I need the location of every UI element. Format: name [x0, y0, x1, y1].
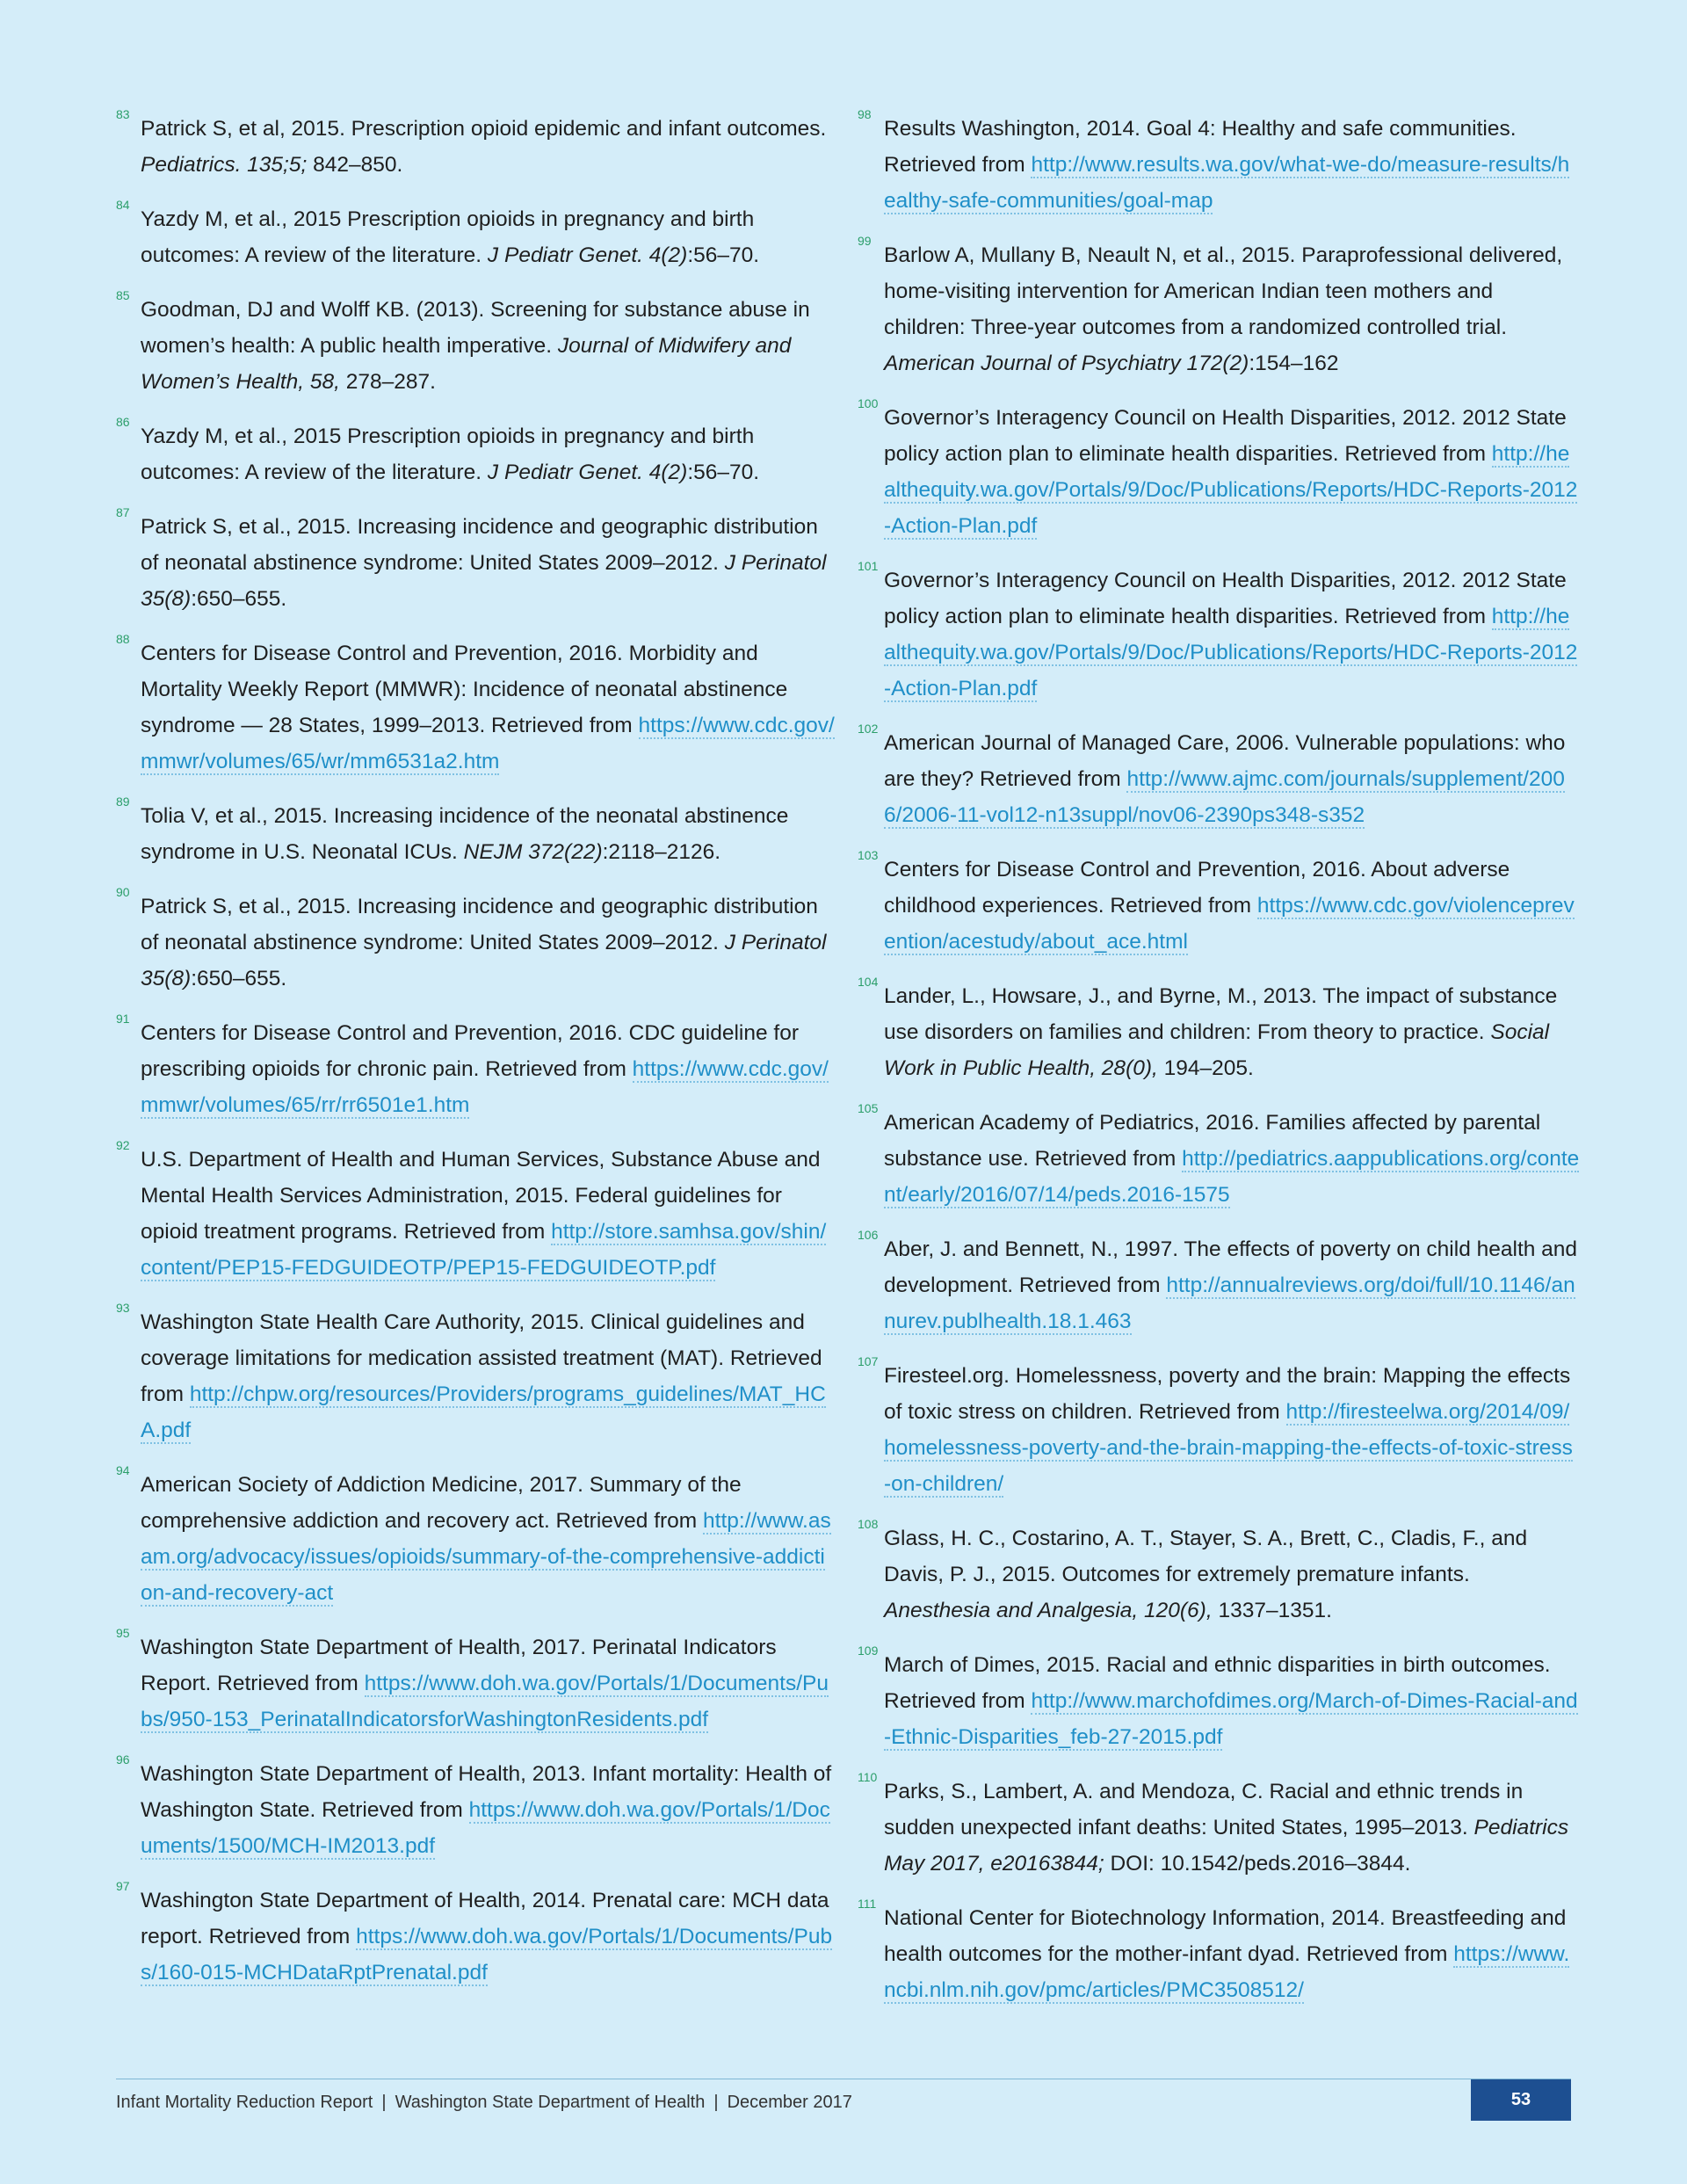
reference-text: Washington State Department of Health, 2017. Perinatal Indicators Report. Retrieved from: [141, 1636, 777, 1695]
footer-separator: |: [381, 2093, 387, 2112]
footer-separator: |: [713, 2093, 719, 2112]
reference-text: Governor’s Interagency Council on Health Disparities, 2012. 2012 State policy action plan to eliminate health disparities. Retrieved from: [884, 406, 1567, 466]
reference-text: :56–70.: [687, 243, 760, 267]
reference-number: 83: [116, 107, 130, 121]
reference-text: Washington State Health Care Authority, 2015. Clinical guidelines and coverage limitations for medication assisted treatment (MAT). Retrieved from: [141, 1310, 822, 1406]
reference-item: [858, 722, 1580, 833]
reference-number: 89: [116, 795, 130, 809]
footer-department: Washington State Department of Health: [395, 2093, 706, 2112]
reference-text: :2118–2126.: [602, 840, 721, 864]
reference-citation-italic: J Perinatol 35(8): [141, 931, 827, 990]
reference-item: [858, 1228, 1580, 1339]
reference-item: [116, 1012, 836, 1123]
reference-number: 84: [116, 198, 130, 212]
reference-item: [858, 848, 1580, 960]
reference-text: :650–655.: [191, 967, 287, 990]
reference-text: Patrick S, et al., 2015. Increasing incidence and geographic distribution of neonatal abstinence syndrome: United States 2009–2012.: [141, 895, 818, 954]
reference-text: Lander, L., Howsare, J., and Byrne, M., 2013. The impact of substance use disorders on families and children: From theory to practice.: [884, 984, 1558, 1044]
reference-link[interactable]: http://annualreviews.org/doi/full/10.1146/annurev.publhealth.18.1.463: [884, 1273, 1575, 1333]
reference-text: 194–205.: [1157, 1056, 1254, 1080]
reference-item: [858, 1354, 1580, 1502]
reference-link[interactable]: https://www.doh.wa.gov/Portals/1/Documents/Pubs/160-015-MCHDataRptPrenatal.pdf: [141, 1925, 833, 1984]
reference-citation-italic: Pediatrics May 2017, e20163844;: [884, 1816, 1569, 1876]
reference-citation-italic: J Perinatol 35(8): [141, 551, 827, 611]
reference-text: American Academy of Pediatrics, 2016. Families affected by parental substance use. Retrieved from: [884, 1111, 1541, 1171]
reference-item: [858, 1101, 1580, 1213]
reference-text: 842–850.: [307, 153, 403, 177]
reference-text: Yazdy M, et al., 2015 Prescription opioids in pregnancy and birth outcomes: A review of the literature.: [141, 424, 755, 484]
reference-item: [116, 1879, 836, 1991]
reference-number: 91: [116, 1012, 130, 1026]
reference-link[interactable]: https://www.doh.wa.gov/Portals/1/Documents/Pubs/950-153_PerinatalIndicatorsforWashingtonResidents.pdf: [141, 1672, 829, 1731]
reference-item: [116, 632, 836, 780]
reference-item: [116, 1626, 836, 1738]
reference-text: U.S. Department of Health and Human Services, Substance Abuse and Mental Health Services Administration, 2015. Federal guidelines for opioid treatment programs. Retrieved from: [141, 1148, 821, 1244]
reference-citation-italic: NEJM 372(22): [463, 840, 603, 864]
reference-item: [858, 1897, 1580, 2008]
reference-link[interactable]: http://www.ajmc.com/journals/supplement/2006/2006-11-vol12-n13suppl/nov06-2390ps348-s352: [884, 767, 1565, 827]
reference-text: Yazdy M, et al., 2015 Prescription opioids in pregnancy and birth outcomes: A review of the literature.: [141, 207, 755, 267]
reference-number: 98: [858, 107, 872, 121]
reference-link[interactable]: http://firesteelwa.org/2014/09/homelessness-poverty-and-the-brain-mapping-the-effects-of-toxic-stress-on-children/: [884, 1400, 1573, 1496]
reference-link[interactable]: https://www.ncbi.nlm.nih.gov/pmc/articles/PMC3508512/: [884, 1942, 1570, 2002]
reference-link[interactable]: https://www.cdc.gov/mmwr/volumes/65/wr/mm6531a2.htm: [141, 714, 835, 773]
reference-link[interactable]: http://healthequity.wa.gov/Portals/9/Doc/Publications/Reports/HDC-Reports-2012-Action-Plan.pdf: [884, 605, 1578, 700]
footer-date: December 2017: [727, 2093, 852, 2112]
reference-citation-italic: American Journal of Psychiatry 172(2): [884, 352, 1249, 375]
reference-number: 102: [858, 722, 879, 736]
reference-link[interactable]: http://store.samhsa.gov/shin/content/PEP15-FEDGUIDEOTP/PEP15-FEDGUIDEOTP.pdf: [141, 1220, 827, 1280]
reference-text: Results Washington, 2014. Goal 4: Healthy and safe communities. Retrieved from: [884, 117, 1517, 177]
reference-citation-italic: J Pediatr Genet. 4(2): [487, 243, 688, 267]
reference-text: Patrick S, et al, 2015. Prescription opioid epidemic and infant outcomes.: [141, 117, 827, 141]
reference-citation-italic: Social Work in Public Health, 28(0),: [884, 1020, 1550, 1080]
reference-link[interactable]: http://www.marchofdimes.org/March-of-Dimes-Racial-and-Ethnic-Disparities_feb-27-2015.pdf: [884, 1689, 1578, 1749]
reference-citation-italic: Pediatrics. 135;5;: [141, 153, 308, 177]
reference-text: Aber, J. and Bennett, N., 1997. The effects of poverty on child health and development. Retrieved from: [884, 1237, 1578, 1297]
reference-text: Barlow A, Mullany B, Neault N, et al., 2015. Paraprofessional delivered, home-visiting intervention for American Indian teen mothers and children: Three-year outcomes from a randomized controlled trial.: [884, 243, 1563, 339]
reference-text: Firesteel.org. Homelessness, poverty and the brain: Mapping the effects of toxic stress on children. Retrieved from: [884, 1364, 1571, 1424]
reference-number: 92: [116, 1138, 130, 1152]
reference-item: [858, 1770, 1580, 1882]
reference-text: Washington State Department of Health, 2013. Infant mortality: Health of Washington State. Retrieved from: [141, 1762, 832, 1822]
reference-text: Centers for Disease Control and Prevention, 2016. CDC guideline for prescribing opioids for chronic pain. Retrieved from: [141, 1021, 800, 1081]
reference-link[interactable]: https://www.cdc.gov/mmwr/volumes/65/rr/rr6501e1.htm: [141, 1057, 829, 1117]
reference-text: Parks, S., Lambert, A. and Mendoza, C. Racial and ethnic trends in sudden unexpected infant deaths: United States, 1995–2013.: [884, 1780, 1524, 1839]
reference-link[interactable]: https://www.doh.wa.gov/Portals/1/Documents/1500/MCH-IM2013.pdf: [141, 1798, 830, 1858]
reference-link[interactable]: http://www.asam.org/advocacy/issues/opioids/summary-of-the-comprehensive-addiction-and-recovery-act: [141, 1509, 831, 1605]
reference-item: [858, 1643, 1580, 1755]
reference-number: 103: [858, 848, 879, 862]
reference-link[interactable]: http://chpw.org/resources/Providers/programs_guidelines/MAT_HCA.pdf: [141, 1382, 826, 1442]
reference-number: 106: [858, 1228, 879, 1242]
reference-item: [858, 234, 1580, 381]
reference-citation-italic: Journal of Midwifery and Women’s Health, 58,: [141, 334, 792, 394]
reference-link[interactable]: http://www.results.wa.gov/what-we-do/measure-results/healthy-safe-communities/goal-map: [884, 153, 1570, 213]
reference-number: 93: [116, 1301, 130, 1315]
reference-link[interactable]: http://healthequity.wa.gov/Portals/9/Doc/Publications/Reports/HDC-Reports-2012-Action-Plan.pdf: [884, 442, 1578, 538]
reference-number: 85: [116, 288, 130, 302]
reference-item: [116, 1752, 836, 1864]
references-left-column: [116, 107, 836, 2009]
reference-item: [116, 1463, 836, 1611]
references-right-column: [858, 107, 1580, 2027]
reference-text: March of Dimes, 2015. Racial and ethnic disparities in birth outcomes. Retrieved from: [884, 1653, 1551, 1713]
reference-item: [858, 1517, 1580, 1629]
reference-number: 100: [858, 396, 879, 410]
reference-item: [116, 415, 836, 490]
reference-number: 95: [116, 1626, 130, 1640]
reference-item: [116, 1138, 836, 1286]
reference-item: [116, 107, 836, 183]
reference-number: 111: [858, 1897, 877, 1911]
reference-text: 278–287.: [339, 370, 436, 394]
reference-text: Centers for Disease Control and Prevention, 2016. About adverse childhood experiences. Retrieved from: [884, 858, 1510, 918]
reference-item: [858, 107, 1580, 219]
reference-text: Centers for Disease Control and Prevention, 2016. Morbidity and Mortality Weekly Report (MMWR): Incidence of neonatal abstinence syndrome — 28 States, 1999–2013. Retrieved from: [141, 642, 788, 737]
footer: [116, 2093, 852, 2113]
reference-citation-italic: Anesthesia and Analgesia, 120(6),: [884, 1599, 1213, 1622]
reference-text: 1337–1351.: [1212, 1599, 1332, 1622]
reference-text: National Center for Biotechnology Information, 2014. Breastfeeding and health outcomes for the mother-infant dyad. Retrieved from: [884, 1906, 1567, 1966]
reference-text: :650–655.: [191, 587, 287, 611]
reference-item: [858, 975, 1580, 1086]
reference-number: 107: [858, 1354, 879, 1368]
reference-item: [116, 288, 836, 400]
reference-number: 105: [858, 1101, 879, 1115]
reference-number: 99: [858, 234, 872, 248]
reference-text: Patrick S, et al., 2015. Increasing incidence and geographic distribution of neonatal abstinence syndrome: United States 2009–2012.: [141, 515, 818, 575]
page-number: 53: [1471, 2079, 1571, 2121]
reference-number: 110: [858, 1770, 878, 1784]
reference-text: :154–162: [1249, 352, 1339, 375]
reference-text: :56–70.: [687, 461, 760, 484]
reference-text: Governor’s Interagency Council on Health Disparities, 2012. 2012 State policy action plan to eliminate health disparities. Retrieved from: [884, 569, 1567, 628]
reference-text: American Journal of Managed Care, 2006. Vulnerable populations: who are they? Retrieved from: [884, 731, 1566, 791]
reference-text: Glass, H. C., Costarino, A. T., Stayer, S. A., Brett, C., Cladis, F., and Davis, P. J., 2015. Outcomes for extremely premature infants.: [884, 1527, 1528, 1586]
reference-number: 86: [116, 415, 130, 429]
reference-item: [858, 559, 1580, 707]
reference-item: [116, 795, 836, 870]
reference-item: [116, 505, 836, 617]
reference-text: Tolia V, et al., 2015. Increasing incidence of the neonatal abstinence syndrome in U.S. Neonatal ICUs.: [141, 804, 789, 864]
reference-item: [116, 885, 836, 997]
reference-number: 94: [116, 1463, 130, 1477]
reference-text: Washington State Department of Health, 2014. Prenatal care: MCH data report. Retrieved from: [141, 1889, 829, 1948]
reference-number: 90: [116, 885, 130, 899]
reference-number: 97: [116, 1879, 130, 1893]
reference-item: [858, 396, 1580, 544]
reference-number: 96: [116, 1752, 130, 1767]
reference-text: DOI: 10.1542/peds.2016–3844.: [1104, 1852, 1411, 1876]
reference-number: 88: [116, 632, 130, 646]
reference-item: [116, 1301, 836, 1448]
reference-number: 87: [116, 505, 130, 519]
reference-link[interactable]: https://www.cdc.gov/violenceprevention/acestudy/about_ace.html: [884, 894, 1575, 954]
reference-number: 104: [858, 975, 879, 989]
reference-text: American Society of Addiction Medicine, 2017. Summary of the comprehensive addiction and recovery act. Retrieved from: [141, 1473, 742, 1533]
reference-number: 109: [858, 1643, 879, 1658]
reference-citation-italic: J Pediatr Genet. 4(2): [487, 461, 688, 484]
reference-item: [116, 198, 836, 273]
reference-link[interactable]: http://pediatrics.aappublications.org/content/early/2016/07/14/peds.2016-1575: [884, 1147, 1580, 1207]
footer-report-title: Infant Mortality Reduction Report: [116, 2093, 373, 2112]
reference-text: Goodman, DJ and Wolff KB. (2013). Screening for substance abuse in women’s health: A public health imperative.: [141, 298, 810, 358]
reference-number: 101: [858, 559, 879, 573]
reference-number: 108: [858, 1517, 879, 1531]
